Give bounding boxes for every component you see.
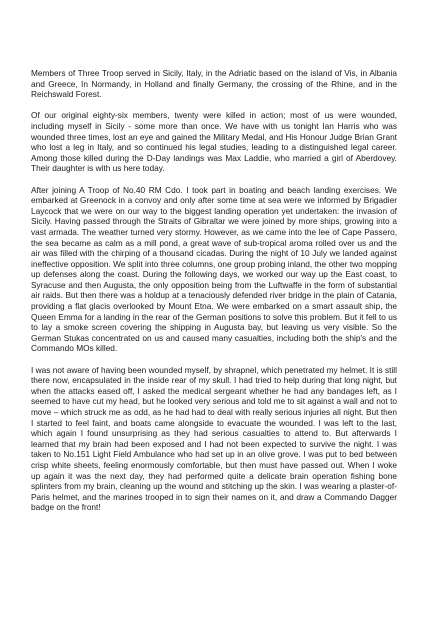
paragraph-casualties: Of our original eighty-six members, twenty were killed in action; most of us were wounded, including myself in Sicily - some more than once. We have with us tonight Ian Harris who was wounded three times, lost an eye and gained the Military Medal, and His Honour Judge Brian Grant who lost a leg in Italy, and so continued his legal studies, leading to a distinguished legal career. Among those killed during the D-Day landings was Max Laddie, who married a girl of Aberdovey. Their daughter is with us here today.	[31, 110, 397, 174]
document-page	[31, 68, 397, 524]
paragraph-troop-service: Members of Three Troop served in Sicily, Italy, in the Adriatic based on the island of Vis, in Albania and Greece, In Normandy, in Holland and finally Germany, the crossing of the Rhine, and in the Reichswald Forest.	[31, 68, 397, 100]
paragraph-wounded: I was not aware of having been wounded myself, by shrapnel, which penetrated my helmet. It is still there now, encapsulated in the inside rear of my skull. I had tried to help during that long night, but when the attacks eased off, I asked the medical sergeant whether he had any bandages left, as I seemed to have cut my head, but he looked very serious and told me to sit against a wall and not to move – which struck me as odd, as he had had to deal with really serious injuries all night. But then I started to feel faint, and boats came alongside to evacuate the wounded. I was left to the last, which again I found unsurprising as they had serious casualties to attend to. But afterwards I learned that my brain had been exposed and I had not been expected to survive the night. I was taken to No.151 Light Field Ambulance who had set up in an olive grove. I was put to bed between crisp white sheets, feeling enormously comfortable, but then must have passed out. When I woke up again it was the next day, they had performed quite a delicate brain operation fishing bone splinters from my brain, cleaning up the wound and stitching up the skin. I was wearing a plaster-of-Paris helmet, and the marines trooped in to sign their names on it, and draw a Commando Dagger badge on the front!	[31, 364, 397, 513]
paragraph-sicily-invasion: After joining A Troop of No.40 RM Cdo. I took part in boating and beach landing exercises. We embarked at Greenock in a convoy and only after some time at sea were we informed by Brigadier Laycock that we were on our way to the biggest landing operation yet undertaken: the invasion of Sicily. Having passed through the Straits of Gibraltar we were joined by more ships, growing into a vast armada. The weather turned very stormy. However, as we came into the lee of Cape Passero, the sea became as calm as a mill pond, a great wave of sub-tropical aroma rolled over us and the air was filled with the chirping of a thousand cicadas. During the night of 10 July we landed against ineffective opposition. We split into three columns, one group probing inland, the other two mopping up defenses along the coast. During the following days, we worked our way up the East coast, to Syracuse and then Augusta, the only opposition being from the Luftwaffe in the form of substantial air raids. But then there was a holdup at a tenaciously defended river bridge in the plain of Catania, providing a flat glacis overlooked by Mount Etna. We were embarked on a smart assault ship, the Queen Emma for a landing in the rear of the German positions to solve this problem. But it fell to us to lay a smoke screen covering the shipping in Augusta bay, but leaving us very visible. So the German Stukas concentrated on us and caused many casualties, including both the ship's and the Commando MOs killed.	[31, 184, 397, 354]
